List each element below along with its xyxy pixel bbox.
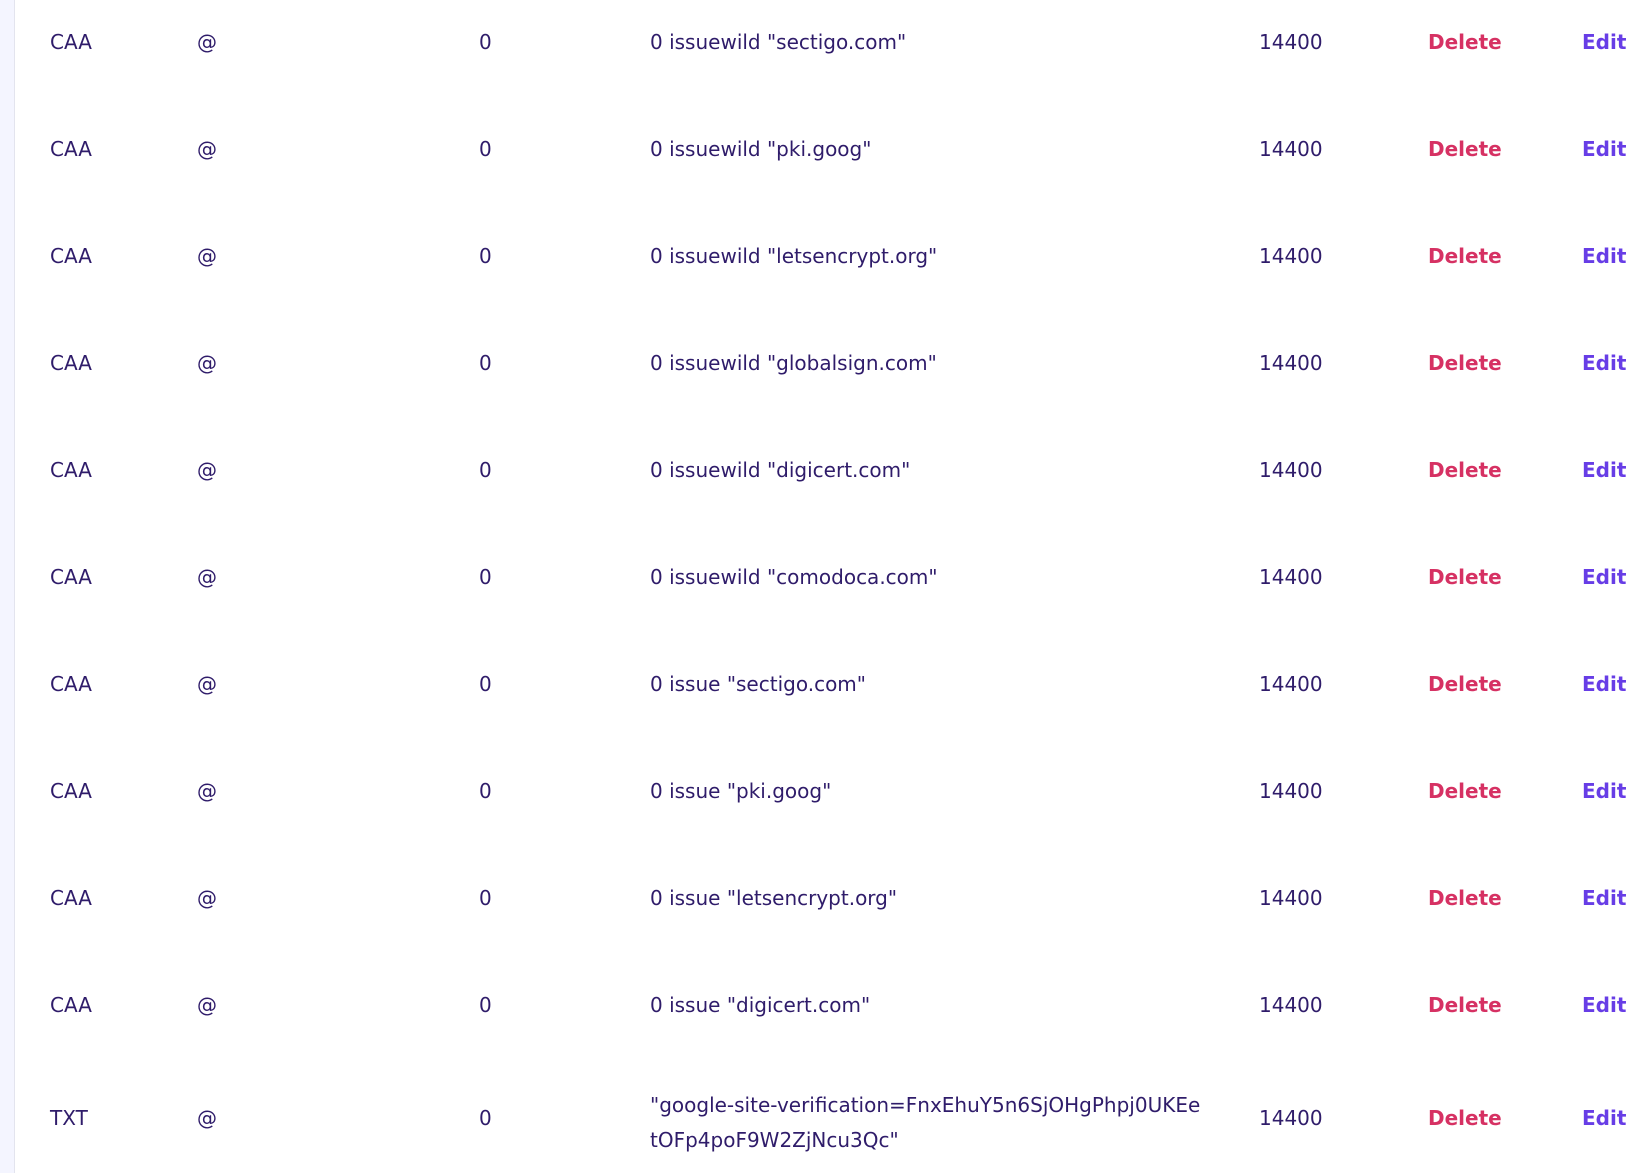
delete-button[interactable]: Delete	[1428, 137, 1502, 161]
delete-button[interactable]: Delete	[1428, 779, 1502, 803]
record-priority: 0	[479, 30, 492, 54]
record-content: 0 issuewild "comodoca.com"	[650, 565, 938, 589]
record-name: @	[197, 1106, 217, 1130]
record-name: @	[197, 458, 217, 482]
record-ttl: 14400	[1259, 30, 1323, 54]
record-priority: 0	[479, 458, 492, 482]
record-ttl: 14400	[1259, 565, 1323, 589]
record-name: @	[197, 886, 217, 910]
delete-button[interactable]: Delete	[1428, 565, 1502, 589]
record-type: CAA	[50, 672, 92, 696]
edit-button[interactable]: Edit	[1582, 30, 1627, 54]
delete-button[interactable]: Delete	[1428, 672, 1502, 696]
record-ttl: 14400	[1259, 993, 1323, 1017]
record-type: CAA	[50, 993, 92, 1017]
delete-button[interactable]: Delete	[1428, 458, 1502, 482]
delete-button[interactable]: Delete	[1428, 30, 1502, 54]
edit-button[interactable]: Edit	[1582, 886, 1627, 910]
record-priority: 0	[479, 779, 492, 803]
record-content: 0 issuewild "globalsign.com"	[650, 351, 937, 375]
record-type: CAA	[50, 458, 92, 482]
record-ttl: 14400	[1259, 137, 1323, 161]
record-priority: 0	[479, 993, 492, 1017]
record-type: CAA	[50, 351, 92, 375]
record-type: CAA	[50, 886, 92, 910]
edit-button[interactable]: Edit	[1582, 458, 1627, 482]
delete-button[interactable]: Delete	[1428, 886, 1502, 910]
record-type: CAA	[50, 137, 92, 161]
dns-records-table	[15, 0, 1648, 1173]
delete-button[interactable]: Delete	[1428, 351, 1502, 375]
record-content: "google-site-verification=FnxEhuY5n6SjOHgPhpj0UKEe tOFp4poF9W2ZjNcu3Qc"	[650, 1093, 1201, 1152]
record-name: @	[197, 779, 217, 803]
record-ttl: 14400	[1259, 351, 1323, 375]
edit-button[interactable]: Edit	[1582, 993, 1627, 1017]
edit-button[interactable]: Edit	[1582, 779, 1627, 803]
delete-button[interactable]: Delete	[1428, 993, 1502, 1017]
record-ttl: 14400	[1259, 779, 1323, 803]
record-ttl: 14400	[1259, 458, 1323, 482]
delete-button[interactable]: Delete	[1428, 244, 1502, 268]
record-content: 0 issuewild "pki.goog"	[650, 137, 872, 161]
edit-button[interactable]: Edit	[1582, 565, 1627, 589]
record-type: CAA	[50, 30, 92, 54]
record-name: @	[197, 351, 217, 375]
record-content: 0 issuewild "letsencrypt.org"	[650, 244, 938, 268]
record-priority: 0	[479, 886, 492, 910]
record-content: 0 issuewild "digicert.com"	[650, 458, 911, 482]
record-content: 0 issue "pki.goog"	[650, 779, 832, 803]
record-name: @	[197, 137, 217, 161]
edit-button[interactable]: Edit	[1582, 137, 1627, 161]
record-ttl: 14400	[1259, 1106, 1323, 1130]
record-ttl: 14400	[1259, 886, 1323, 910]
record-content: 0 issue "digicert.com"	[650, 993, 871, 1017]
record-ttl: 14400	[1259, 244, 1323, 268]
record-content: 0 issue "letsencrypt.org"	[650, 886, 898, 910]
edit-button[interactable]: Edit	[1582, 672, 1627, 696]
record-priority: 0	[479, 351, 492, 375]
record-type: CAA	[50, 779, 92, 803]
record-name: @	[197, 672, 217, 696]
record-name: @	[197, 244, 217, 268]
edit-button[interactable]: Edit	[1582, 1106, 1627, 1130]
record-name: @	[197, 30, 217, 54]
edit-button[interactable]: Edit	[1582, 244, 1627, 268]
record-content: 0 issuewild "sectigo.com"	[650, 30, 907, 54]
delete-button[interactable]: Delete	[1428, 1106, 1502, 1130]
record-priority: 0	[479, 672, 492, 696]
record-content: 0 issue "sectigo.com"	[650, 672, 866, 696]
record-priority: 0	[479, 244, 492, 268]
record-priority: 0	[479, 1106, 492, 1130]
record-priority: 0	[479, 137, 492, 161]
left-sidebar-edge	[0, 0, 15, 1173]
record-type: CAA	[50, 565, 92, 589]
record-type: TXT	[50, 1106, 88, 1130]
record-type: CAA	[50, 244, 92, 268]
record-name: @	[197, 993, 217, 1017]
record-name: @	[197, 565, 217, 589]
record-priority: 0	[479, 565, 492, 589]
record-ttl: 14400	[1259, 672, 1323, 696]
edit-button[interactable]: Edit	[1582, 351, 1627, 375]
